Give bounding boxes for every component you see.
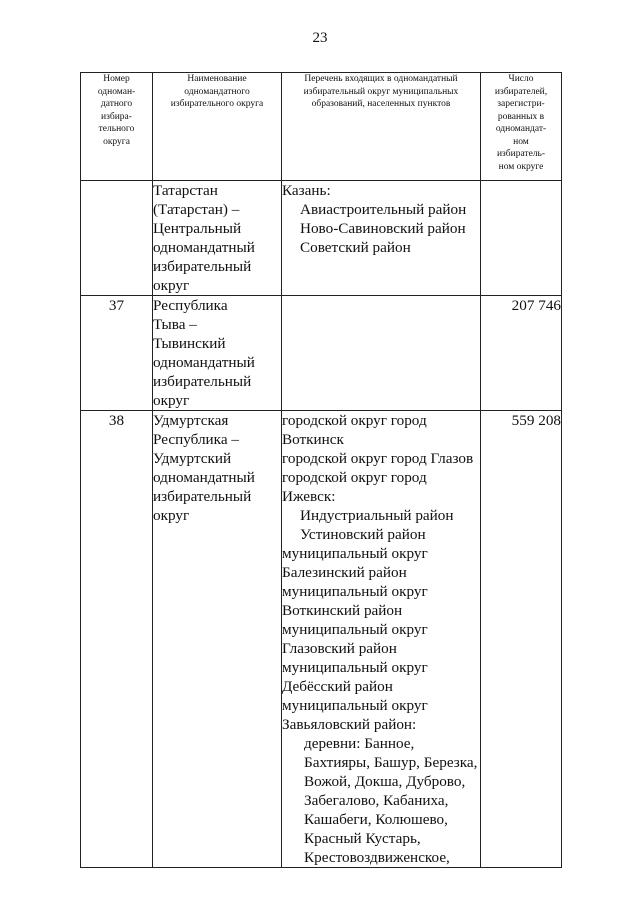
municipality-item: Устиновский район xyxy=(300,526,426,543)
municipality-item: муниципальный округ xyxy=(282,697,428,714)
header-number-line: Номер xyxy=(103,74,130,84)
table-body xyxy=(81,181,562,868)
municipality-item: Крестовоздвиженское, xyxy=(304,849,450,866)
header-number-line: датного xyxy=(100,99,133,109)
header-voters xyxy=(481,73,562,181)
municipalities-list xyxy=(282,181,481,296)
header-name-line: Наименование xyxy=(187,74,247,84)
municipality-item: Завьяловский район: xyxy=(282,716,417,733)
voters-count: 207 746 xyxy=(481,296,562,411)
district-number: 38 xyxy=(81,411,153,868)
municipality-item: Авиастроительный район xyxy=(300,201,467,218)
municipalities-list xyxy=(282,411,481,868)
district-name xyxy=(153,411,282,868)
district-name-line: Татарстан xyxy=(153,182,218,199)
header-voters-line: избиратель- xyxy=(496,149,546,159)
district-name-line: округ xyxy=(153,392,190,409)
district-name-line: одномандатный xyxy=(153,469,255,486)
municipality-item: Глазовский район xyxy=(282,640,397,657)
district-number xyxy=(81,181,153,296)
header-voters-line: избирателей, xyxy=(494,86,548,97)
municipality-item: Забегалово, Кабаниха, xyxy=(304,792,449,809)
district-name-line: округ xyxy=(153,507,190,524)
header-number-line: избира- xyxy=(101,111,132,122)
district-name xyxy=(153,181,282,296)
header-number-line: тельного xyxy=(98,124,135,134)
municipality-item: муниципальный округ xyxy=(282,583,428,600)
district-name-line: (Татарстан) – xyxy=(153,201,240,218)
municipality-item: муниципальный округ xyxy=(282,659,428,676)
municipality-item: Красный Кустарь, xyxy=(304,830,421,847)
district-number: 37 xyxy=(81,296,153,411)
table-row xyxy=(81,411,562,868)
municipality-item: Ново-Савиновский район xyxy=(300,220,466,237)
municipality-item: Вожой, Докша, Дуброво, xyxy=(304,773,466,790)
municipality-item: муниципальный округ xyxy=(282,621,428,638)
header-number-line: округа xyxy=(103,136,130,147)
voters-count xyxy=(481,181,562,296)
header-number-text xyxy=(81,73,152,148)
municipality-item: Индустриальный район xyxy=(300,507,454,524)
district-name-line: Удмуртская xyxy=(153,412,229,429)
municipality-item: муниципальный округ xyxy=(282,545,428,562)
header-voters-line: рованных в xyxy=(497,111,545,122)
header-name-text xyxy=(153,73,281,111)
district-name-line: округ xyxy=(153,277,190,294)
header-number xyxy=(81,73,153,181)
header-name xyxy=(153,73,282,181)
districts-table xyxy=(80,72,562,868)
header-number-line: одноман- xyxy=(97,86,136,97)
district-name-line: избирательный xyxy=(153,488,252,505)
table-header-row xyxy=(81,73,562,181)
municipality-item: Кашабеги, Колюшево, xyxy=(304,811,448,828)
header-name-line: избирательного округа xyxy=(170,99,264,109)
page-number: 23 xyxy=(312,30,328,46)
header-municipalities-line: образований, населенных пунктов xyxy=(311,99,451,109)
municipality-item: городской округ город xyxy=(282,469,427,486)
municipality-item: Дебёсский район xyxy=(282,678,393,695)
header-municipalities xyxy=(282,73,481,181)
district-name-line: Удмуртский xyxy=(153,450,232,467)
table-row xyxy=(81,181,562,296)
district-name-line: одномандатный xyxy=(153,239,255,256)
district-name-line: Республика xyxy=(153,297,228,314)
municipality-item: Ижевск: xyxy=(282,488,336,505)
header-voters-line: ном xyxy=(513,136,529,147)
municipality-item: городской округ город Глазов xyxy=(282,450,474,467)
header-municipalities-line: Перечень входящих в одномандатный xyxy=(304,74,458,84)
district-name xyxy=(153,296,282,411)
header-voters-line: зарегистри- xyxy=(497,99,545,109)
municipality-item: Балезинский район xyxy=(282,564,407,581)
municipality-item: Советский район xyxy=(300,239,411,256)
district-name-line: Республика – xyxy=(153,431,239,448)
table-row xyxy=(81,296,562,411)
header-voters-line: одномандат- xyxy=(495,124,547,134)
header-voters-line: ном округе xyxy=(498,161,544,172)
district-name-line: избирательный xyxy=(153,258,252,275)
district-name-line: Тыва – xyxy=(153,316,197,333)
district-name-line: одномандатный xyxy=(153,354,255,371)
municipality-item: Казань: xyxy=(282,182,331,199)
municipality-item: городской округ город xyxy=(282,412,427,429)
voters-count: 559 208 xyxy=(481,411,562,868)
municipalities-list xyxy=(282,296,481,411)
header-municipalities-text xyxy=(282,73,480,111)
header-voters-line: Число xyxy=(508,74,534,84)
header-name-line: одномандатного xyxy=(184,86,250,97)
municipality-item: деревни: Банное, xyxy=(304,735,415,752)
district-name-line: избирательный xyxy=(153,373,252,390)
header-voters-text xyxy=(481,73,561,173)
district-name-line: Центральный xyxy=(153,220,242,237)
header-municipalities-line: избирательный округ муниципальных xyxy=(303,86,459,97)
municipality-item: Воткинск xyxy=(282,431,344,448)
municipality-item: Бахтияры, Башур, Березка, xyxy=(304,754,478,771)
municipality-item: Воткинский район xyxy=(282,602,403,619)
district-name-line: Тывинский xyxy=(153,335,226,352)
